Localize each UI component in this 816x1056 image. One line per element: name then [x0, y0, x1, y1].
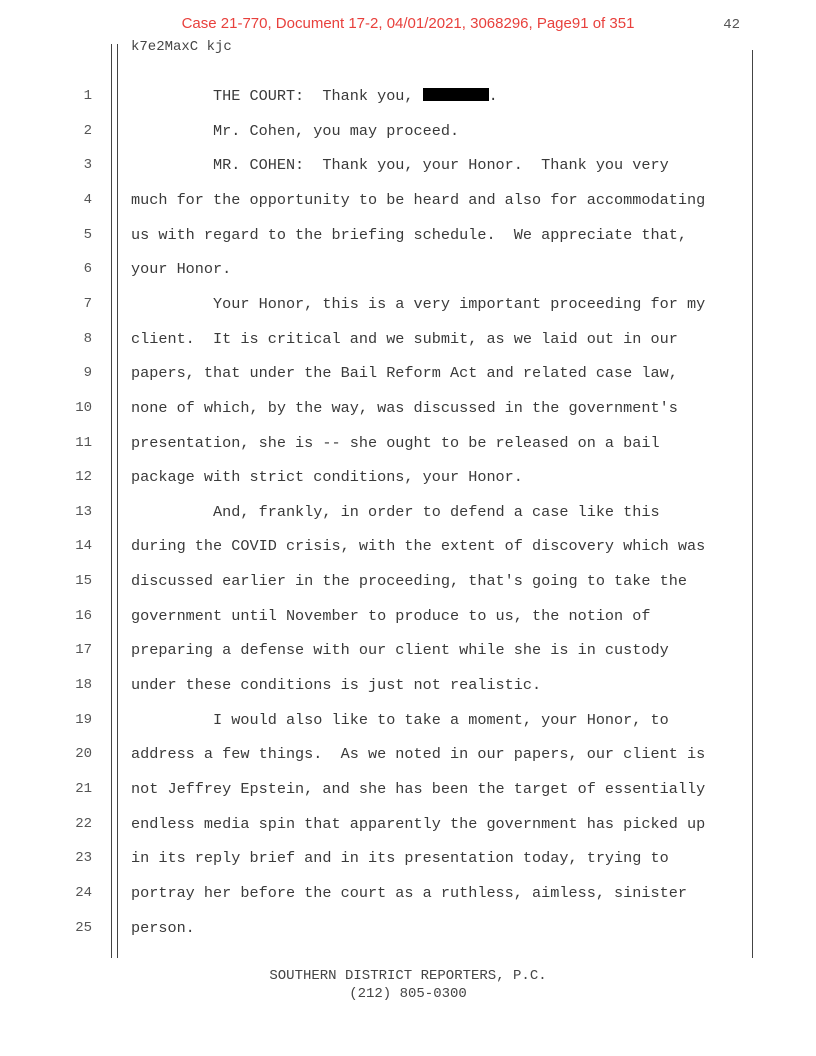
- line-number: 18: [75, 677, 92, 694]
- page-number: 42: [723, 17, 740, 33]
- line-number: 3: [83, 157, 92, 174]
- line-number: 11: [75, 434, 92, 451]
- line-number: 9: [83, 365, 92, 382]
- transcript-line: person.: [131, 918, 195, 937]
- transcript-line: much for the opportunity to be heard and also for accommodating: [131, 190, 706, 209]
- transcript-line: not Jeffrey Epstein, and she has been the target of essentially: [131, 780, 706, 798]
- case-header: Case 21-770, Document 17-2, 04/01/2021, 3068296, Page91 of 351: [181, 15, 635, 32]
- transcript-line: endless media spin that apparently the government has picked up: [131, 814, 706, 833]
- right-margin-rule: [752, 50, 753, 958]
- line-number: 8: [83, 330, 92, 347]
- line-number: 13: [75, 503, 92, 520]
- line-number: 20: [75, 746, 92, 763]
- transcript-line: government until November to produce to us, the notion of: [131, 606, 651, 625]
- transcript-line: none of which, by the way, was discussed in the government's: [131, 398, 678, 417]
- line-number: 22: [75, 815, 92, 832]
- line-text-before-redaction: THE COURT: Thank you,: [131, 87, 423, 105]
- transcript-line: in its reply brief and in its presentation today, trying to: [131, 849, 669, 868]
- transcript-line: papers, that under the Bail Reform Act and related case law,: [131, 364, 678, 383]
- line-number: 7: [83, 295, 92, 312]
- transcript-line: portray her before the court as a ruthless, aimless, sinister: [131, 883, 687, 902]
- redaction-bar: [423, 88, 489, 101]
- transcript-line: during the COVID crisis, with the extent of discovery which was: [131, 537, 706, 556]
- transcript-line: us with regard to the briefing schedule. We appreciate that,: [131, 225, 687, 244]
- line-number: 23: [75, 850, 92, 867]
- transcript-line: discussed earlier in the proceeding, that's going to take the: [131, 572, 687, 591]
- transcript-line: I would also like to take a moment, your Honor, to: [131, 710, 669, 729]
- transcript-line: preparing a defense with our client while she is in custody: [131, 641, 669, 660]
- transcript-line: package with strict conditions, your Honor.: [131, 468, 523, 487]
- transcript-line: [131, 87, 746, 105]
- footer-phone: (212) 805-0300: [349, 986, 467, 1002]
- transcript-line: MR. COHEN: Thank you, your Honor. Thank you very: [131, 156, 669, 175]
- transcript-line: presentation, she is -- she ought to be released on a bail: [131, 433, 660, 452]
- line-number: 21: [75, 781, 92, 797]
- transcript-line: client. It is critical and we submit, as we laid out in our: [131, 329, 678, 348]
- line-number: 5: [83, 226, 92, 243]
- line-text-after-redaction: .: [488, 87, 498, 105]
- transcript-line: And, frankly, in order to defend a case like this: [131, 502, 660, 521]
- transcript-line: Your Honor, this is a very important proceeding for my: [131, 294, 706, 313]
- line-number: 1: [83, 88, 92, 104]
- line-number: 24: [75, 884, 92, 901]
- line-number: 25: [75, 919, 92, 936]
- transcript-slug: k7e2MaxC kjc: [131, 39, 232, 55]
- left-margin-rule-outer: [111, 44, 112, 958]
- line-number: 16: [75, 607, 92, 624]
- line-number: 4: [83, 191, 92, 208]
- transcript-line: under these conditions is just not realistic.: [131, 676, 542, 695]
- line-number: 19: [75, 711, 92, 728]
- line-number: 17: [75, 642, 92, 659]
- line-number: 6: [83, 261, 92, 278]
- footer-reporter: SOUTHERN DISTRICT REPORTERS, P.C.: [269, 968, 547, 984]
- line-number: 2: [83, 122, 92, 139]
- transcript-line: Mr. Cohen, you may proceed.: [131, 121, 460, 140]
- line-number: 14: [75, 538, 92, 555]
- transcript-line: address a few things. As we noted in our papers, our client is: [131, 745, 706, 764]
- line-number: 10: [75, 399, 92, 416]
- line-number: 12: [75, 469, 92, 486]
- transcript-line: your Honor.: [131, 260, 232, 279]
- line-number: 15: [75, 573, 92, 590]
- left-margin-rule-inner: [117, 44, 118, 958]
